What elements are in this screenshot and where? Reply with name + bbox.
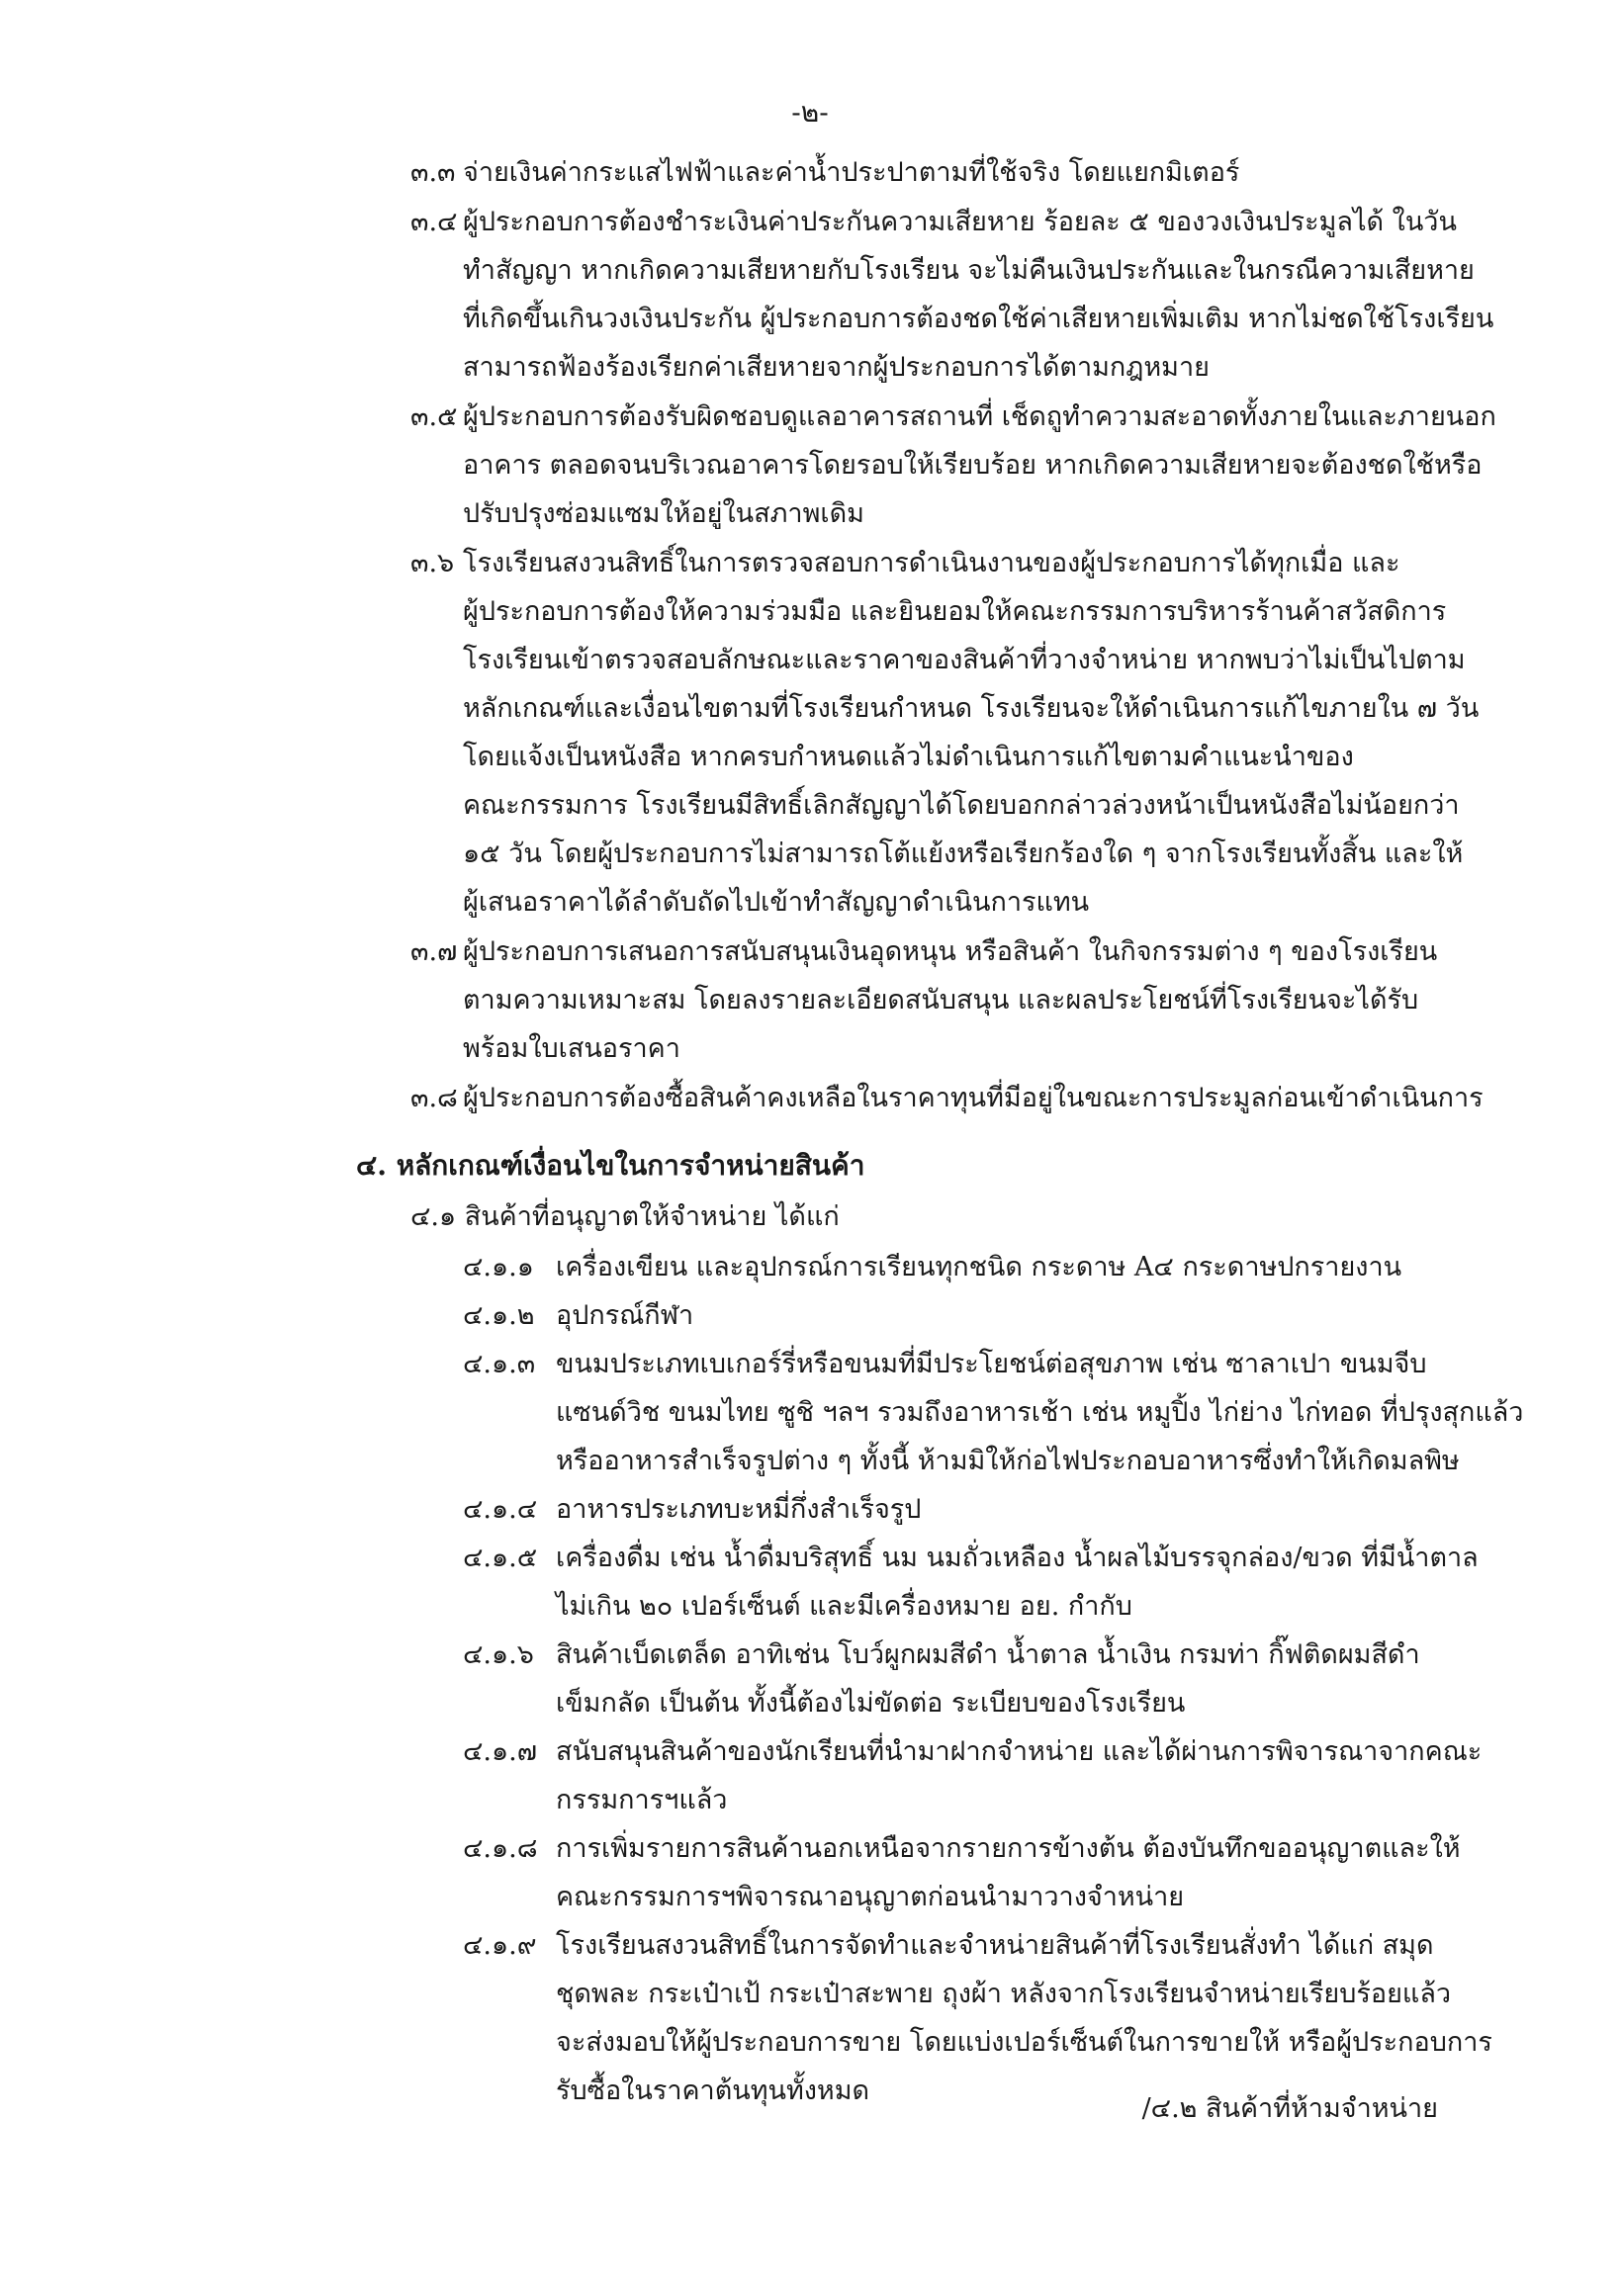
item-text-line: ไม่เกิน ๒๐ เปอร์เซ็นต์ และมีเครื่องหมาย อย. กำกับ: [556, 1591, 1132, 1622]
item-text-line: ๑๕ วัน โดยผู้ประกอบการไม่สามารถโต้แย้งหรือเรียกร้องใด ๆ จากโรงเรียนทั้งสิ้น และให้: [463, 839, 1464, 869]
item-text-line: หรืออาหารสำเร็จรูปต่าง ๆ ทั้งนี้ ห้ามมิให้ก่อไฟประกอบอาหารซึ่งทำให้เกิดมลพิษ: [556, 1446, 1460, 1476]
item-text-line: เครื่องเขียน และอุปกรณ์การเรียนทุกชนิด กระดาษ A๔ กระดาษปกรายงาน: [556, 1252, 1402, 1282]
item-text-line: โรงเรียนเข้าตรวจสอบลักษณะและราคาของสินค้าที่วางจำหน่าย หากพบว่าไม่เป็นไปตาม: [463, 645, 1466, 675]
item-text-line: ชุดพละ กระเป๋าเป้ กระเป๋าสะพาย ถุงผ้า หลังจากโรงเรียนจำหน่ายเรียบร้อยแล้ว: [556, 1979, 1452, 2009]
item-text: [463, 927, 1437, 1073]
item-text-line: หลักเกณฑ์และเงื่อนไขตามที่โรงเรียนกำหนด โรงเรียนจะให้ดำเนินการแก้ไขภายใน ๗ วัน: [463, 693, 1480, 724]
item-text: [556, 1727, 1482, 1824]
item-number: ๔.๑.๑: [463, 1252, 534, 1282]
item-text-line: จ่ายเงินค่ากระแสไฟฟ้าและค่าน้ำประปาตามที่ใช้จริง โดยแยกมิเตอร์: [463, 157, 1240, 188]
item-number: ๔.๑.๗: [463, 1736, 538, 1767]
item-text-line: สินค้าเบ็ดเตล็ด อาทิเช่น โบว์ผูกผมสีดำ น้ำตาล น้ำเงิน กรมท่า กิ๊ฟติดผมสีดำ: [556, 1639, 1420, 1670]
item-number: ๔.๑.๔: [463, 1494, 538, 1525]
item-text-line: ผู้ประกอบการต้องรับผิดชอบดูแลอาคารสถานที่ เช็ดถูทำความสะอาดทั้งภายในและภายนอก: [463, 401, 1496, 432]
item-text: [556, 1534, 1479, 1631]
section-4-1-heading: ๔.๑ สินค้าที่อนุญาตให้จำหน่าย ได้แก่: [410, 1201, 840, 1232]
item-text-line: ขนมประเภทเบเกอร์รี่หรือขนมที่มีประโยชน์ต่อสุขภาพ เช่น ซาลาเปา ขนมจีบ: [556, 1349, 1427, 1379]
item-text-line: สนับสนุนสินค้าของนักเรียนที่นำมาฝากจำหน่าย และได้ผ่านการพิจารณาจากคณะ: [556, 1736, 1483, 1767]
item-text-line: จะส่งมอบให้ผู้ประกอบการขาย โดยแบ่งเปอร์เซ็นต์ในการขายให้ หรือผู้ประกอบการ: [556, 2027, 1492, 2058]
item-number: ๓.๕: [410, 401, 458, 432]
item-text-line: อาคาร ตลอดจนบริเวณอาคารโดยรอบให้เรียบร้อย หากเกิดความเสียหายจะต้องชดใช้หรือ: [463, 450, 1483, 481]
item-text-line: ผู้ประกอบการเสนอการสนับสนุนเงินอุดหนุน หรือสินค้า ในกิจกรรมต่าง ๆ ของโรงเรียน: [463, 936, 1438, 967]
item-text-line: คณะกรรมการฯพิจารณาอนุญาตก่อนนำมาวางจำหน่าย: [556, 1882, 1185, 1912]
item-text: [463, 539, 1479, 927]
section-4-heading: ๔. หลักเกณฑ์เงื่อนไขในการจำหน่ายสินค้า: [356, 1149, 865, 1182]
item-number: ๔.๑.๖: [463, 1639, 534, 1670]
item-number: ๓.๗: [410, 936, 458, 967]
item-text-line: รับซื้อในราคาต้นทุนทั้งหมด: [556, 2075, 870, 2106]
item-number: ๔.๑.๓: [463, 1349, 536, 1379]
item-text: [463, 148, 1239, 197]
item-text-line: การเพิ่มรายการสินค้านอกเหนือจากรายการข้างต้น ต้องบันทึกขออนุญาตและให้: [556, 1833, 1461, 1864]
item-text-line: โรงเรียนสงวนสิทธิ์ในการจัดทำและจำหน่ายสินค้าที่โรงเรียนสั่งทำ ได้แก่ สมุด: [556, 1930, 1434, 1961]
item-text-line: พร้อมใบเสนอราคา: [463, 1033, 680, 1064]
item-number: ๔.๑.๘: [463, 1833, 538, 1864]
item-text-line: คณะกรรมการ โรงเรียนมีสิทธิ์เลิกสัญญาได้โดยบอกกล่าวล่วงหน้าเป็นหนังสือไม่น้อยกว่า: [463, 790, 1460, 821]
item-text: [463, 393, 1496, 538]
item-text-line: ผู้เสนอราคาได้ลำดับถัดไปเข้าทำสัญญาดำเนินการแทน: [463, 887, 1090, 918]
item-number: ๓.๓: [410, 157, 456, 188]
item-number: ๓.๖: [410, 548, 455, 578]
item-text: [556, 1243, 1401, 1291]
item-text-line: ผู้ประกอบการต้องซื้อสินค้าคงเหลือในราคาทุนที่มีอยู่ในขณะการประมูลก่อนเข้าดำเนินการ: [463, 1083, 1484, 1113]
item-text: [556, 1340, 1523, 1485]
item-text: [556, 1485, 921, 1534]
item-text-line: แซนด์วิช ขนมไทย ซูชิ ฯลฯ รวมถึงอาหารเช้า เช่น หมูปิ้ง ไก่ย่าง ไก่ทอด ที่ปรุงสุกแล้ว: [556, 1397, 1524, 1428]
item-text-line: ทำสัญญา หากเกิดความเสียหายกับโรงเรียน จะไม่คืนเงินประกันและในกรณีความเสียหาย: [463, 255, 1475, 286]
item-number: ๔.๑.๒: [463, 1300, 535, 1331]
item-text: [463, 198, 1493, 392]
item-text-line: ผู้ประกอบการต้องชำระเงินค่าประกันความเสียหาย ร้อยละ ๕ ของวงเงินประมูลได้ ในวัน: [463, 207, 1457, 237]
item-text-line: อุปกรณ์กีฬา: [556, 1300, 694, 1331]
item-text-line: ที่เกิดขึ้นเกินวงเงินประกัน ผู้ประกอบการต้องชดใช้ค่าเสียหายเพิ่มเติม หากไม่ชดใช้โรงเรียน: [463, 304, 1494, 334]
item-text-line: ตามความเหมาะสม โดยลงรายละเอียดสนับสนุน และผลประโยชน์ที่โรงเรียนจะได้รับ: [463, 985, 1419, 1016]
page-number: -๒-: [791, 96, 829, 129]
item-text-line: กรรมการฯแล้ว: [556, 1785, 728, 1815]
item-text-line: โดยแจ้งเป็นหนังสือ หากครบกำหนดแล้วไม่ดำเนินการแก้ไขตามคำแนะนำของ: [463, 742, 1354, 772]
item-text: [556, 1291, 693, 1340]
item-text-line: โรงเรียนสงวนสิทธิ์ในการตรวจสอบการดำเนินงานของผู้ประกอบการได้ทุกเมื่อ และ: [463, 548, 1400, 578]
item-text-line: เข็มกลัด เป็นต้น ทั้งนี้ต้องไม่ขัดต่อ ระเบียบของโรงเรียน: [556, 1688, 1186, 1719]
item-text: [556, 1631, 1420, 1727]
item-number: ๔.๑.๙: [463, 1930, 537, 1961]
item-text-line: อาหารประเภทบะหมี่กึ่งสำเร็จรูป: [556, 1494, 922, 1525]
item-number: ๓.๔: [410, 207, 458, 237]
item-text-line: เครื่องดื่ม เช่น น้ำดื่มบริสุทธิ์ นม นมถั่วเหลือง น้ำผลไม้บรรจุกล่อง/ขวด ที่มีน้ำตาล: [556, 1543, 1479, 1573]
item-text: [463, 1074, 1484, 1122]
item-number: ๓.๘: [410, 1083, 458, 1113]
item-text-line: ผู้ประกอบการต้องให้ความร่วมมือ และยินยอมให้คณะกรรมการบริหารร้านค้าสวัสดิการ: [463, 596, 1447, 627]
item-text: [556, 1824, 1461, 1921]
item-text-line: สามารถฟ้องร้องเรียกค่าเสียหายจากผู้ประกอบการได้ตามกฎหมาย: [463, 352, 1210, 383]
item-text-line: ปรับปรุงซ่อมแซมให้อยู่ในสภาพเดิม: [463, 498, 864, 529]
item-number: ๔.๑.๕: [463, 1543, 538, 1573]
next-page-reference: /๔.๒ สินค้าที่ห้ามจำหน่าย: [1141, 2093, 1438, 2124]
